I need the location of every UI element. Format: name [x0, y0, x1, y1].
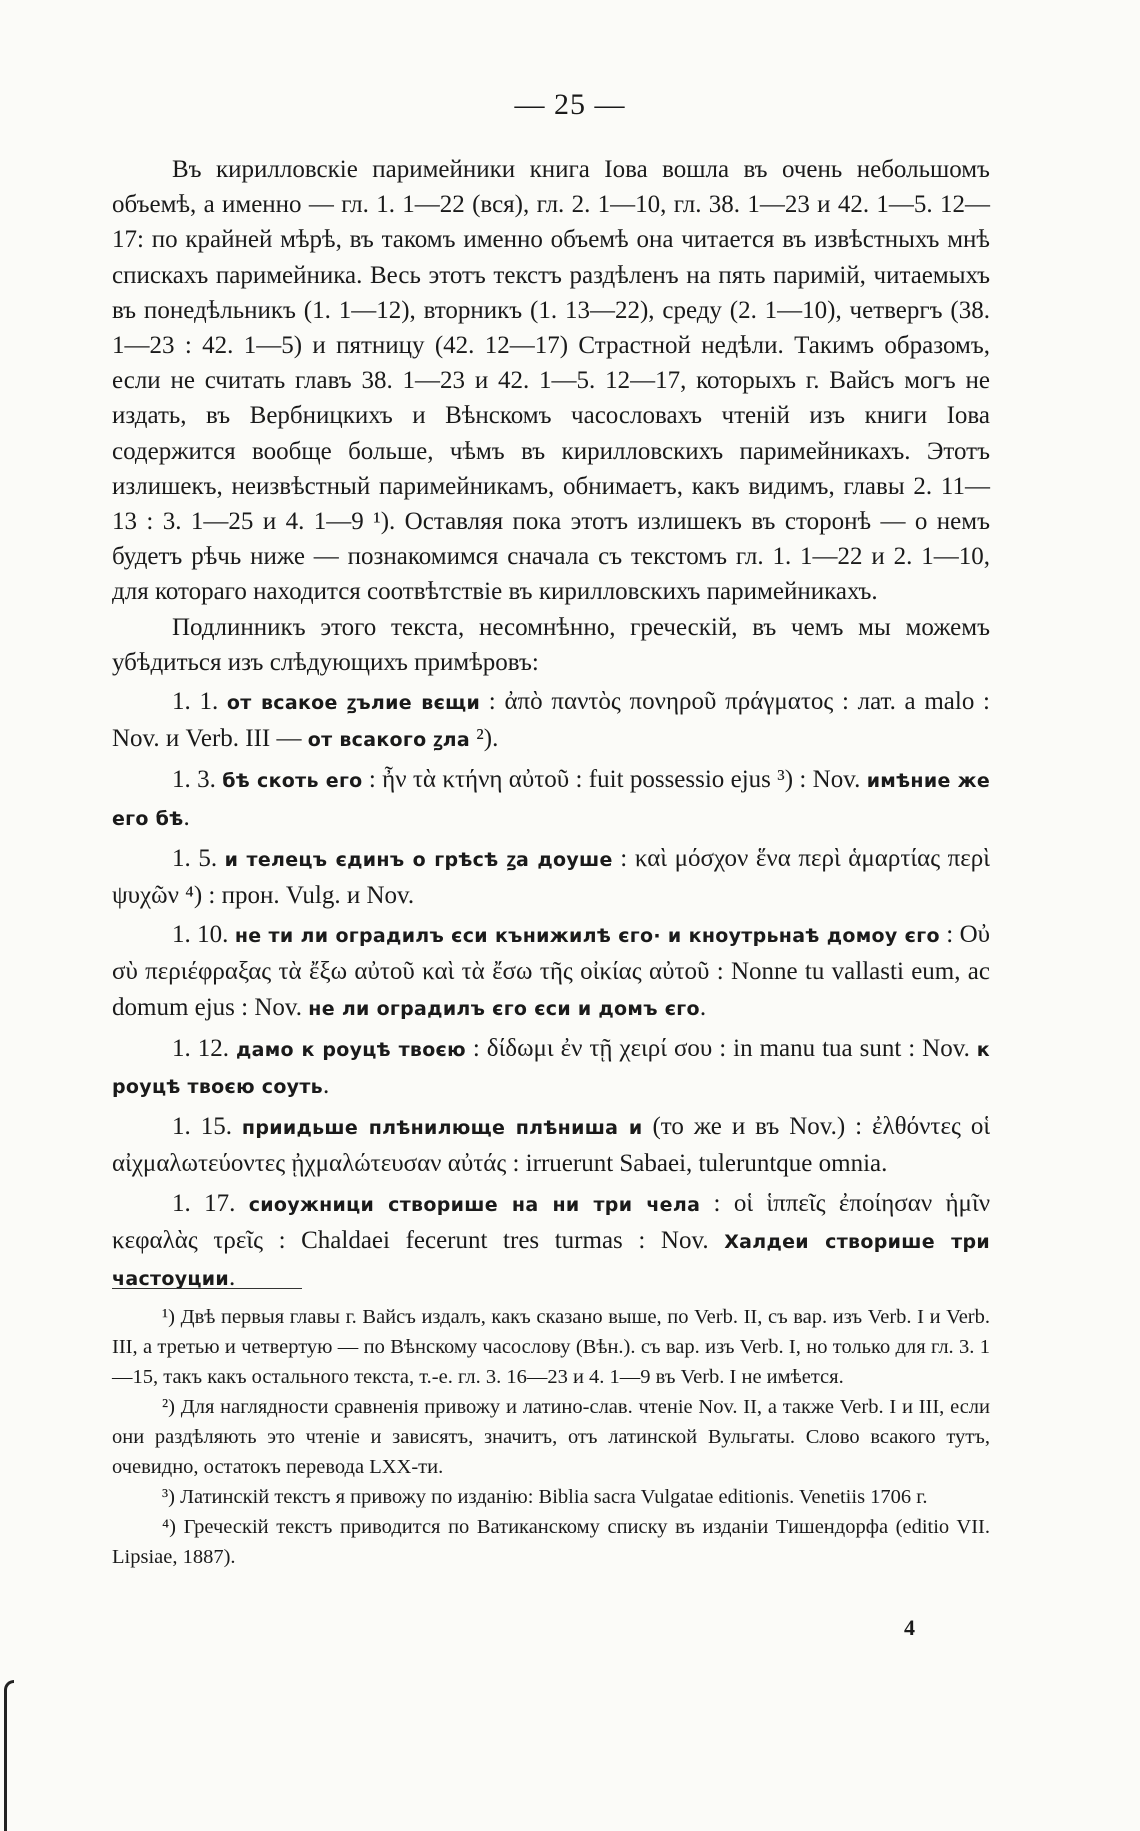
slavonic-text: не ли оградилъ єго єси и домъ єго [308, 997, 700, 1020]
signature-mark: 4 [904, 1615, 915, 1640]
example-tail: . [229, 1264, 236, 1292]
slavonic-text: бѣ скоть его [222, 770, 363, 793]
paragraph: Въ кирилловскіе паримейники книга Іова вошла въ очень небольшомъ объемѣ, а именно — гл. 1. 1—22 (вся), гл. 2. 1—10, гл. 38. 1—23 и 42. 1—5. 12—17: по крайней мѣрѣ, въ такомъ именно объемѣ она читается въ извѣстныхъ мнѣ спискахъ паримейника. Весь этотъ текстъ раздѣленъ на пять паримій, читаемыхъ въ понедѣльникъ (1. 1—12), вторникъ (1. 13—22), среду (2. 1—10), четвергъ (38. 1—23 : 42. 1—5) и пятницу (42. 12—17) Страстной недѣли. Такимъ образомъ, если не считать главъ 38. 1—23 и 42. 1—5. 12—17, которыхъ г. Вайсъ могъ не издать, въ Вербницкихъ и Вѣнскомъ часословахъ чтеній изъ книги Іова содержится вообще больше, чѣмъ въ кирилловскихъ паримейникахъ. Этотъ излишекъ, неизвѣстный паримейникамъ, обнимаетъ, какъ видимъ, главы 2. 11—13 : 3. 1—25 и 4. 1—9 ¹). Оставляя пока этотъ излишекъ въ сторонѣ — о немъ будетъ рѣчь ниже — познакомимся сначала съ текстомъ гл. 1. 1—22 и 2. 1—10, для котораго находится соотвѣтствіе въ кирилловскихъ паримейникахъ. [112, 156, 990, 606]
example-ref: 1. 17. [172, 1189, 236, 1217]
slavonic-text: сиоужници створише на ни три чела [248, 1193, 701, 1216]
slavonic-text: не ти ли оградилъ єси кънижилѣ єго· и кноутрьнаѣ домоу єго [234, 925, 940, 948]
example-ref: 1. 5. [172, 844, 218, 872]
slavonic-text: от всакое ꙁълие вєщи [226, 692, 481, 715]
paragraph: Подлинникъ этого текста, несомнѣнно, греческій, въ чемъ мы можемъ убѣдиться изъ слѣдующихъ примѣровъ: [112, 613, 990, 676]
example-text: (то же и въ Nov.) : ἐλθόντες οἱ αἰχμαλωτεύοντες ᾐχμαλώτευσαν αὐτάς : irruerunt Sabaei, tuleruntque omnia. [112, 1113, 991, 1178]
example-text: : Οὐ σὺ περιέφραξας τὰ ἔξω αὐτοῦ καὶ τὰ ἔσω τῆς οἰκίας αὐτοῦ : Nonne tu vallasti eum, ac domum ejus : Nov. [112, 921, 991, 1021]
example-ref: 1. 10. [172, 921, 229, 949]
example-tail: . [699, 993, 707, 1021]
example-line [112, 1109, 990, 1181]
footnote-divider [112, 1288, 302, 1289]
slavonic-text: Халдеи створише три частоуции [112, 1230, 990, 1291]
example-text: : ἀπὸ παντὸς πονηροῦ πράγματος : лат. a malo : Nov. и Verb. III — [112, 688, 990, 753]
example-text: : δίδωμι ἐν τῇ χειρί σου : in manu tua sunt : Nov. [472, 1034, 977, 1062]
example-text: : οἱ ἱππεῖς ἐποίησαν ἡμῖν κεφαλὰς τρεῖς : Chaldaei fecerunt tres turmas : Nov. [112, 1189, 990, 1254]
footnote: ¹) Двѣ первыя главы г. Вайсъ издалъ, какъ сказано выше, по Verb. II, съ вар. изъ Verb. I и Verb. III, а третью и четвертую — по Вѣнскому часослову (Вѣн.). съ вар. изъ Verb. I, но только для гл. 3. 1—15, такъ какъ остального текста, т.-е. гл. 3. 16—23 и 4. 1—9 въ Verb. I не имѣется. [112, 1306, 990, 1388]
example-tail: ²). [470, 725, 499, 753]
footnotes [112, 1302, 990, 1572]
example-text: : ἦν τὰ κτήνη αὐτοῦ : fuit possessio ejus ³) : Nov. [368, 766, 867, 794]
footnote: ⁴) Греческій текстъ приводится по Ватиканскому списку въ изданіи Тишендорфа (editio VII. Lipsiae, 1887). [112, 1516, 990, 1568]
footnote: ³) Латинскій текстъ я привожу по изданію: Biblia sacra Vulgatae editionis. Venetiis 1706 г. [162, 1486, 928, 1508]
example-line [112, 1031, 990, 1105]
slavonic-text: от всакого ꙁла [307, 729, 470, 752]
slavonic-text: имѣние же его бѣ [112, 770, 991, 830]
main-text [112, 152, 990, 1297]
example-line [112, 684, 990, 758]
example-line [112, 917, 990, 1027]
slavonic-text: и телецъ єдинъ о грѣсѣ ꙁа доуше [224, 848, 613, 871]
example-ref: 1. 15. [172, 1113, 232, 1141]
example-ref: 1. 12. [172, 1034, 229, 1062]
page-number: — 25 — [514, 88, 626, 121]
example-line [112, 841, 990, 913]
example-ref: 1. 1. [172, 688, 219, 716]
slavonic-text: дамо к роуцѣ твоєю [235, 1038, 466, 1061]
footnote: ²) Для наглядности сравненія привожу и латино-слав. чтеніе Nov. II, а также Verb. I и III, если они раздѣляють это чтеніе и зависятъ, значитъ, отъ латинской Вульгаты. Слово всакого тутъ, очевидно, остатокъ перевода LXX-ти. [112, 1396, 990, 1478]
example-text: : καὶ μόσχον ἕνα περὶ ἁμαρτίας περὶ ψυχῶν ⁴) : прон. Vulg. и Nov. [112, 844, 990, 910]
page-edge-mark [4, 1680, 14, 1831]
example-tail: . [322, 1072, 330, 1100]
example-tail: . [183, 803, 190, 831]
example-ref: 1. 3. [172, 766, 216, 794]
slavonic-text: приидьше плѣнилюще плѣниша и [241, 1117, 643, 1140]
example-line [112, 1186, 990, 1298]
slavonic-text: к роуцѣ твоєю соуть [112, 1038, 990, 1099]
example-line [112, 762, 990, 836]
